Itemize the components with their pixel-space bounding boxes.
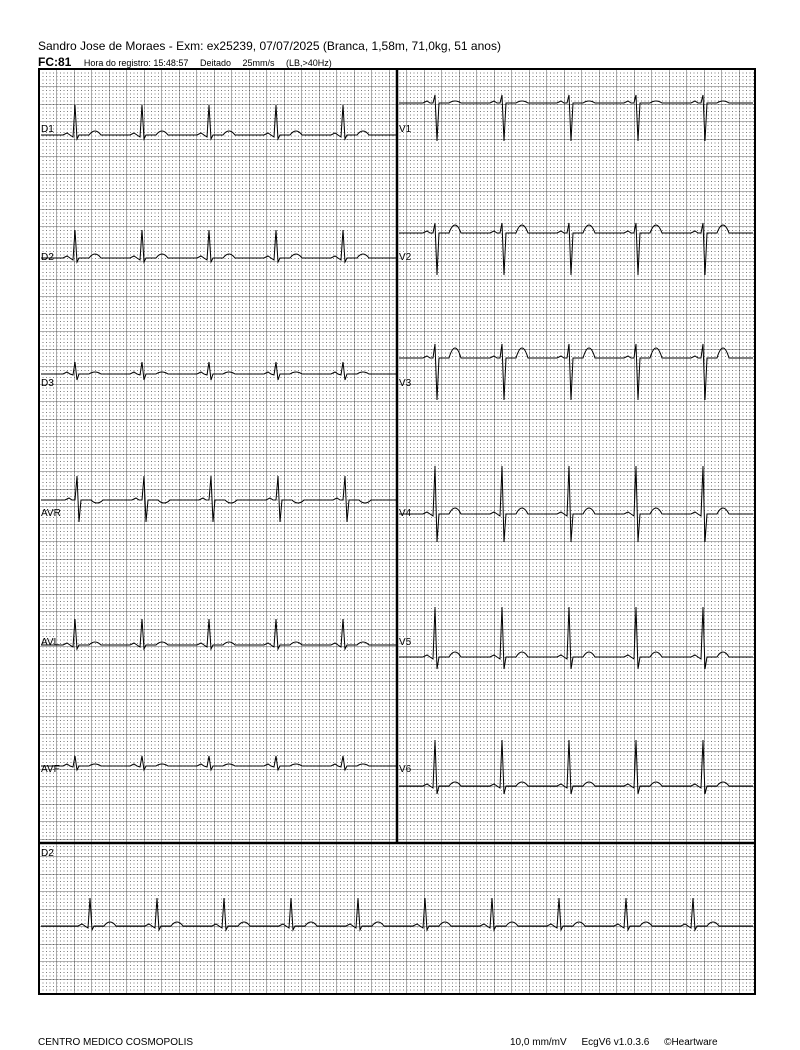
gain-setting: 10,0 mm/mV: [510, 1037, 567, 1048]
lead-label-v5: V5: [399, 637, 412, 648]
lead-label-d3: D3: [41, 378, 54, 389]
lead-label-rhythm: D2: [41, 848, 54, 859]
lead-label-avf: AVF: [41, 764, 60, 775]
lead-label-v2: V2: [399, 252, 412, 263]
lead-label-d2: D2: [41, 252, 54, 263]
filter-setting: (LB,>40Hz): [286, 58, 332, 68]
patient-info: Sandro Jose de Moraes - Exm: ex25239, 07/07/2025 (Branca, 1,58m, 71,0kg, 51 anos): [38, 39, 501, 53]
lead-label-v4: V4: [399, 508, 412, 519]
paper-speed: 25mm/s: [242, 58, 275, 68]
footer-info: [510, 1037, 730, 1048]
record-time: Hora do registro: 15:48:57: [83, 58, 189, 68]
lead-label-v3: V3: [399, 378, 412, 389]
software-version: EcgV6 v1.0.3.6: [581, 1037, 650, 1048]
lead-label-avr: AVR: [41, 508, 61, 519]
patient-position: Deitado: [199, 58, 231, 68]
clinic-name: CENTRO MEDICO COSMOPOLIS: [38, 1037, 194, 1048]
heart-rate: FC:81: [38, 55, 72, 69]
lead-label-d1: D1: [41, 124, 54, 135]
lead-label-v1: V1: [399, 124, 412, 135]
lead-label-v6: V6: [399, 764, 412, 775]
vendor-name: ©Heartware: [664, 1037, 718, 1048]
lead-label-avl: AVL: [41, 637, 60, 648]
